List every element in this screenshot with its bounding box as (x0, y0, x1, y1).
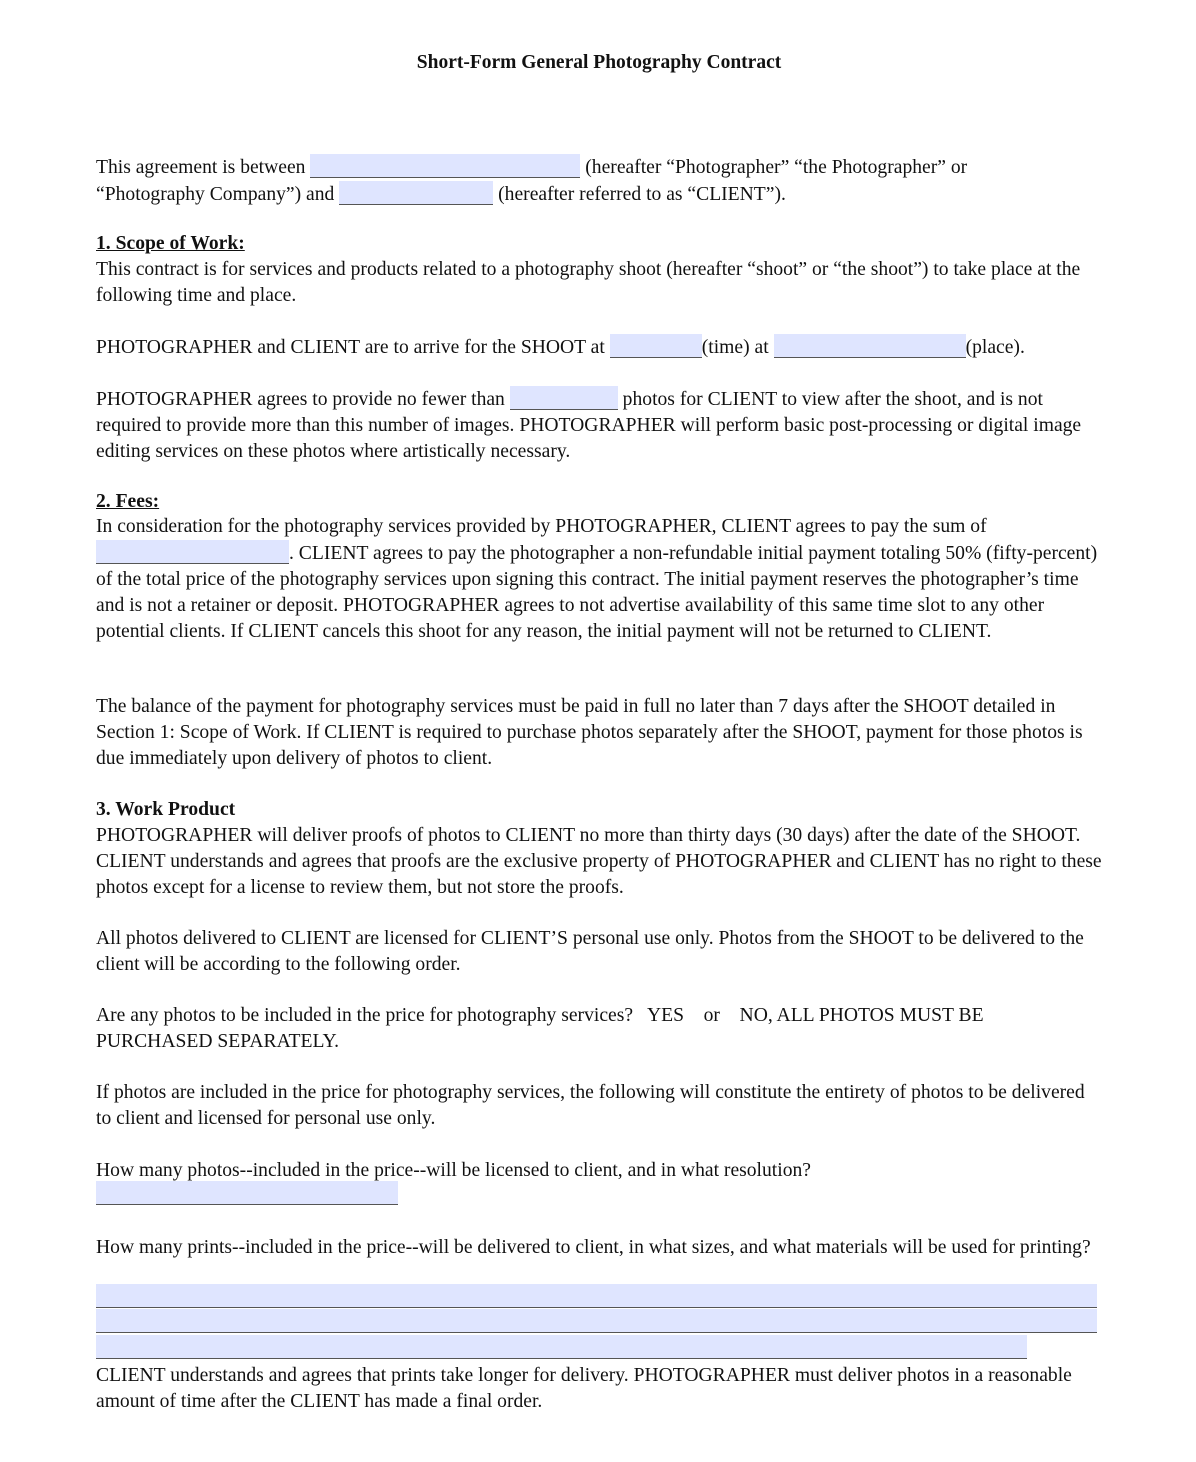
yes-option[interactable]: YES (647, 1005, 685, 1026)
section-3-paragraph-4: If photos are included in the price for photography services, the following will constitute the entirety of photos to be delivered to client and licensed for personal use only. (96, 1082, 1085, 1129)
photo-count-text-2: photos for CLIENT to view after the shoot, and is not required to provide more than this number of images. PHOTOGRAPHER will perform basic post-processing or digital image editing services on these photos where artistically necessary. (96, 389, 1082, 462)
intro-text-3: “Photography Company”) and (96, 184, 335, 205)
or-text: or (703, 1005, 720, 1026)
prints-field-line-3[interactable] (96, 1335, 1027, 1359)
no-option[interactable]: NO, ALL PHOTOS MUST BE PURCHASED SEPARATELY. (96, 1005, 984, 1052)
fees-text-1: In consideration for the photography services provided by PHOTOGRAPHER, CLIENT agrees to pay the sum of (96, 516, 987, 537)
fees-text-2: . CLIENT agrees to pay the photographer a non-refundable initial payment totaling 50% (fifty-percent) of the total price of the photography services upon signing this contract. The initial payment reserves the photographer’s time and is not a retainer or deposit. PHOTOGRAPHER agrees to not advertise availability of this same time slot to any other potential clients. If CLIENT cancels this shoot for any reason, the initial payment will not be returned to CLIENT. (96, 543, 1098, 642)
section-3-paragraph-2: All photos delivered to CLIENT are licensed for CLIENT’S personal use only. Photos from the SHOOT to be delivered to the client will be according to the following order. (96, 928, 1084, 975)
prints-field-line-1[interactable] (96, 1284, 1097, 1308)
included-question-text: Are any photos to be included in the price for photography services? (96, 1005, 634, 1026)
section-1-photo-count-paragraph (96, 386, 1102, 465)
prints-field-line-2[interactable] (96, 1309, 1097, 1333)
included-photos-question (96, 1003, 1102, 1055)
section-2-heading: 2. Fees: (96, 491, 160, 512)
section-2-paragraph-1 (96, 514, 1102, 645)
arrival-text: PHOTOGRAPHER and CLIENT are to arrive for the SHOOT at (96, 337, 605, 358)
time-label: (time) at (701, 337, 769, 358)
section-2-paragraph-2: The balance of the payment for photography services must be paid in full no later than 7 days after the SHOOT detailed in Section 1: Scope of Work. If CLIENT is required to purchase photos separately after the SHOOT, payment for those photos is due immediately upon delivery of photos to client. (96, 696, 1083, 769)
section-1-arrival-paragraph (96, 334, 1102, 361)
shoot-place-field[interactable] (774, 334, 966, 358)
intro-text-1: This agreement is between (96, 157, 306, 178)
section-1-paragraph-1: This contract is for services and products related to a photography shoot (hereafter “shoot” or “the shoot”) to take place at the following time and place. (96, 259, 1081, 306)
fee-amount-field[interactable] (96, 540, 289, 564)
prints-question: How many prints--included in the price--will be delivered to client, in what sizes, and what materials will be used for printing? (96, 1237, 1091, 1258)
section-3-heading: 3. Work Product (96, 799, 236, 820)
client-name-field[interactable] (339, 181, 493, 205)
shoot-time-field[interactable] (610, 334, 702, 358)
document-title: Short-Form General Photography Contract (416, 52, 782, 73)
photographer-name-field[interactable] (310, 154, 580, 178)
photos-licensed-question: How many photos--included in the price--will be licensed to client, and in what resolution? (96, 1160, 811, 1181)
intro-text-2: (hereafter “Photographer” “the Photographer” or (585, 157, 968, 178)
place-label: (place). (965, 337, 1025, 358)
section-3-paragraph-7: CLIENT understands and agrees that prints take longer for delivery. PHOTOGRAPHER must deliver photos in a reasonable amount of time after the CLIENT has made a final order. (96, 1365, 1072, 1412)
photo-count-text-1: PHOTOGRAPHER agrees to provide no fewer than (96, 389, 505, 410)
intro-paragraph (96, 154, 1102, 208)
photo-count-field[interactable] (510, 386, 618, 410)
intro-text-4: (hereafter referred to as “CLIENT”). (498, 184, 786, 205)
section-3-paragraph-1: PHOTOGRAPHER will deliver proofs of photos to CLIENT no more than thirty days (30 days) after the date of the SHOOT. CLIENT understands and agrees that proofs are the exclusive property of PHOTOGRAPHER and CLIENT has no right to these photos except for a license to review them, but not store the proofs. (96, 825, 1102, 898)
photos-licensed-field[interactable] (96, 1181, 398, 1205)
section-1-heading: 1. Scope of Work: (96, 233, 245, 254)
